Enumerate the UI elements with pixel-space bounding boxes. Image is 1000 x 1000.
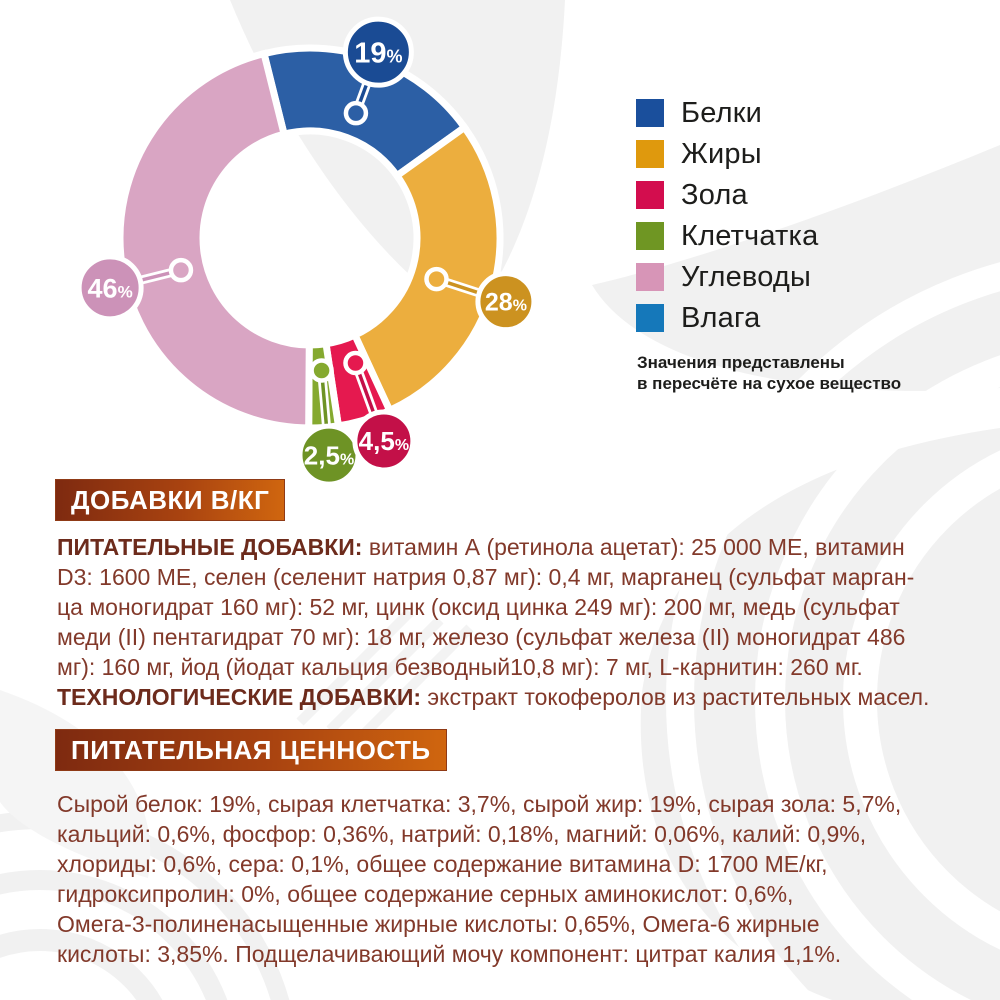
slice-label-text: 28% xyxy=(484,288,527,317)
legend-swatch xyxy=(636,140,664,168)
chart-note-line: Значения представлены xyxy=(637,353,845,372)
legend-label: Зола xyxy=(681,178,748,211)
text-line: меди (II) пентагидрат 70 мг): 18 мг, железо (сульфат железа (II) моногидрат 486 xyxy=(57,624,906,650)
callout-anchor-ring xyxy=(346,103,366,123)
additives-header-label: ДОБАВКИ В/КГ xyxy=(71,484,270,515)
nutrition-header-label: ПИТАТЕЛЬНАЯ ЦЕННОСТЬ xyxy=(71,734,431,765)
legend xyxy=(636,96,819,334)
slice-label-bubble xyxy=(345,19,411,85)
slice-label-bubble xyxy=(79,257,141,319)
nutrition-text xyxy=(57,789,901,969)
legend-swatch xyxy=(636,304,664,332)
text-line: ПИТАТЕЛЬНЫЕ ДОБАВКИ: витамин А (ретинола ацетат): 25 000 МЕ, витамин xyxy=(57,534,905,560)
legend-label: Углеводы xyxy=(681,260,812,293)
chart-note-line: в пересчёте на сухое вещество xyxy=(637,374,902,393)
nutrition-header xyxy=(55,729,447,771)
chart-note xyxy=(637,352,901,394)
slice-label-text: 4,5% xyxy=(358,426,410,457)
donut-slice xyxy=(355,127,500,410)
slice-label-bubble xyxy=(478,274,534,330)
text-line: ТЕХНОЛОГИЧЕСКИЕ ДОБАВКИ: экстракт токоферолов из растительных масел. xyxy=(57,684,930,710)
text-line: мг): 160 мг, йод (йодат кальция безводный10,8 мг): 7 мг, L-карнитин: 260 мг. xyxy=(57,654,863,680)
slice-label-bubble xyxy=(300,426,358,484)
text-line: кислоты: 3,85%. Подщелачивающий мочу компонент: цитрат калия 1,1%. xyxy=(57,941,842,967)
text-line: кальций: 0,6%, фосфор: 0,36%, натрий: 0,18%, магний: 0,06%, калий: 0,9%, xyxy=(57,821,867,847)
legend-label: Влага xyxy=(681,301,761,334)
legend-swatch xyxy=(636,181,664,209)
legend-item xyxy=(636,96,818,129)
text-line: ца моногидрат 160 мг): 52 мг, цинк (оксид цинка 249 мг): 200 мг, медь (сульфат xyxy=(57,594,900,620)
text-line: Омега-3-полиненасыщенные жирные кислоты: 0,65%, Омега-6 жирные xyxy=(57,911,820,937)
slice-label-text: 2,5% xyxy=(303,440,355,471)
callout-anchor-ring xyxy=(345,353,365,373)
legend-label: Клетчатка xyxy=(681,219,819,252)
legend-item xyxy=(636,137,818,170)
text-line: гидроксипролин: 0%, общее содержание серных аминокислот: 0,6%, xyxy=(57,881,794,907)
legend-item xyxy=(636,260,818,293)
callout-anchor-ring xyxy=(312,360,332,380)
slice-label-text: 19% xyxy=(354,37,403,70)
callout-anchor-ring xyxy=(426,269,446,289)
additives-text xyxy=(57,532,929,712)
text-line: хлориды: 0,6%, сера: 0,1%, общее содержание витамина D: 1700 МЕ/кг, xyxy=(57,851,828,877)
donut-chart xyxy=(0,0,560,500)
legend-item xyxy=(636,301,818,334)
slice-label-bubble xyxy=(355,412,413,470)
legend-item xyxy=(636,178,818,211)
legend-label: Белки xyxy=(681,96,763,129)
legend-swatch xyxy=(636,99,664,127)
donut-slice xyxy=(120,54,309,428)
legend-swatch xyxy=(636,222,664,250)
additives-header xyxy=(55,479,285,521)
legend-label: Жиры xyxy=(681,137,762,170)
slice-label-text: 46% xyxy=(87,273,133,304)
legend-item xyxy=(636,219,819,252)
legend-swatch xyxy=(636,263,664,291)
text-line: D3: 1600 МЕ, селен (селенит натрия 0,87 мг): 0,4 мг, марганец (сульфат марган- xyxy=(57,564,915,590)
text-line: Сырой белок: 19%, сырая клетчатка: 3,7%, сырой жир: 19%, сырая зола: 5,7%, xyxy=(57,791,902,817)
callout-anchor-ring xyxy=(171,260,191,280)
